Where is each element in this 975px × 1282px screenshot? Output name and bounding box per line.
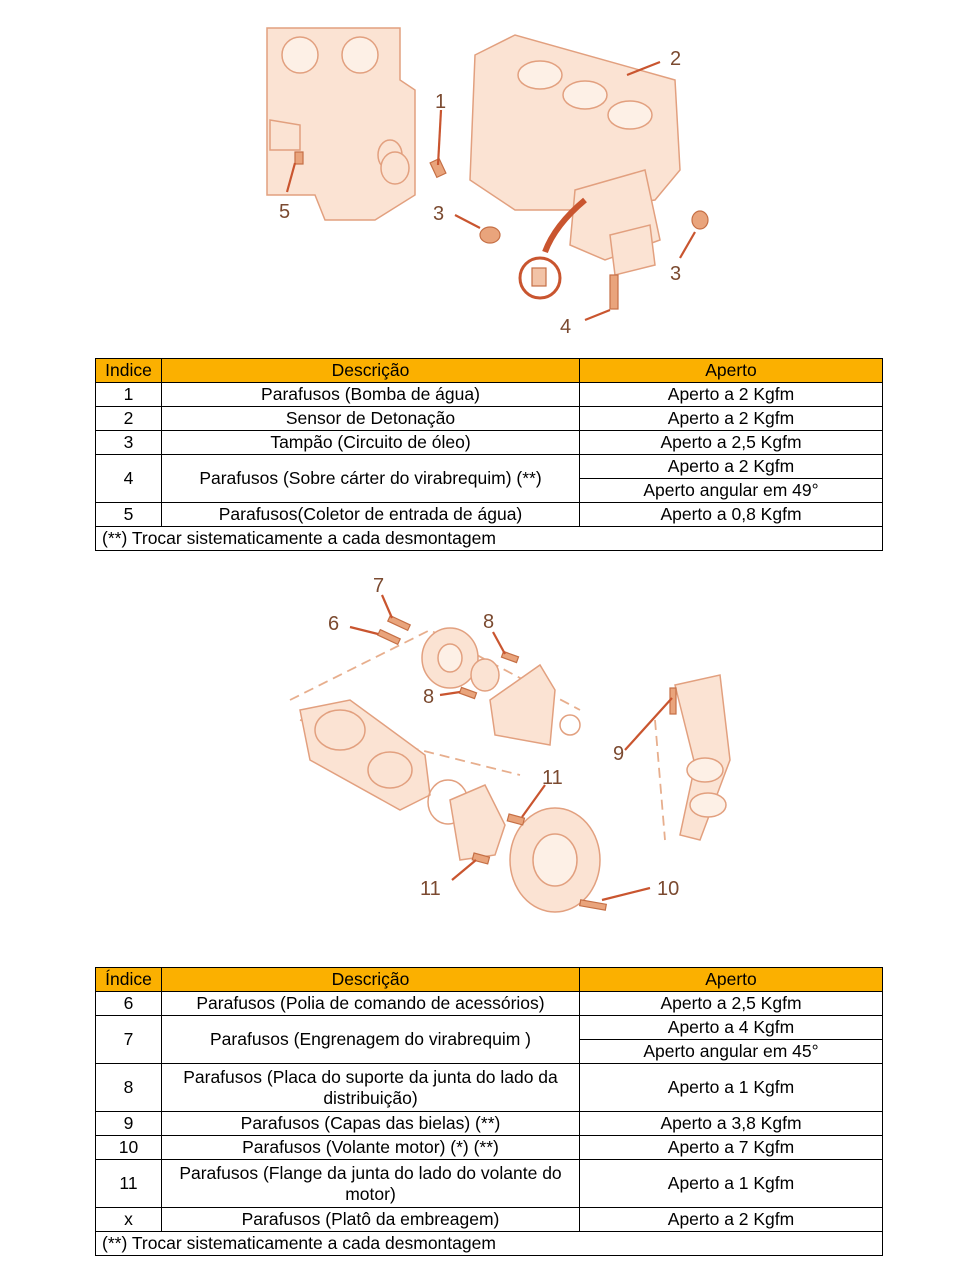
crankshaft-diagram [280,570,740,930]
table-row: 5 Parafusos(Coletor de entrada de água) Aperto a 0,8 Kgfm [96,503,883,527]
torque-table-2 [95,967,883,1256]
table-note: (**) Trocar sistematicamente a cada desmontagem [96,527,883,551]
callout-1: 1 [435,91,447,113]
callout-2: 2 [670,48,682,70]
table-header [96,359,883,383]
table-row: 4 Parafusos (Sobre cárter do virabrequim) (**) Aperto a 2 Kgfm [96,455,883,479]
table-row: 9 Parafusos (Capas das bielas) (**) Aperto a 3,8 Kgfm [96,1112,883,1136]
table-note-row [96,1232,883,1256]
header-description: Descrição [162,359,580,383]
callout-3a: 3 [433,203,445,225]
callout-10: 10 [657,878,680,900]
callout-3b: 3 [670,263,682,285]
engine-block-diagram [255,20,725,350]
table-header [96,968,883,992]
header-index: Índice [96,968,162,992]
callout-9: 9 [613,743,625,765]
table-row: Aperto angular em 49° [96,479,883,503]
table-note-row [96,527,883,551]
table-row: 7 Parafusos (Engrenagem do virabrequim ) Aperto a 4 Kgfm [96,1016,883,1040]
callout-8b: 8 [423,686,435,708]
torque-table-1 [95,358,883,551]
table-note: (**) Trocar sistematicamente a cada desmontagem [96,1232,883,1256]
header-description: Descrição [162,968,580,992]
callout-5: 5 [279,201,291,223]
table-row: 8 Parafusos (Placa do suporte da junta do lado da distribuição) Aperto a 1 Kgfm [96,1064,883,1112]
table-row: 6 Parafusos (Polia de comando de acessórios) Aperto a 2,5 Kgfm [96,992,883,1016]
header-torque: Aperto [580,968,883,992]
callout-6: 6 [328,613,340,635]
table-row: 11 Parafusos (Flange da junta do lado do volante do motor) Aperto a 1 Kgfm [96,1160,883,1208]
header-torque: Aperto [580,359,883,383]
callout-7: 7 [373,575,385,597]
callout-8a: 8 [483,611,495,633]
table-row: 1 Parafusos (Bomba de água) Aperto a 2 Kgfm [96,383,883,407]
callout-4: 4 [560,316,572,338]
table-row: 2 Sensor de Detonação Aperto a 2 Kgfm [96,407,883,431]
callout-11a: 11 [542,767,563,789]
table-row: 3 Tampão (Circuito de óleo) Aperto a 2,5 Kgfm [96,431,883,455]
callout-11b: 11 [420,878,441,900]
table-row: 10 Parafusos (Volante motor) (*) (**) Aperto a 7 Kgfm [96,1136,883,1160]
table-row: Aperto angular em 45° [96,1040,883,1064]
table-row: x Parafusos (Platô da embreagem) Aperto a 2 Kgfm [96,1208,883,1232]
header-index: Indice [96,359,162,383]
